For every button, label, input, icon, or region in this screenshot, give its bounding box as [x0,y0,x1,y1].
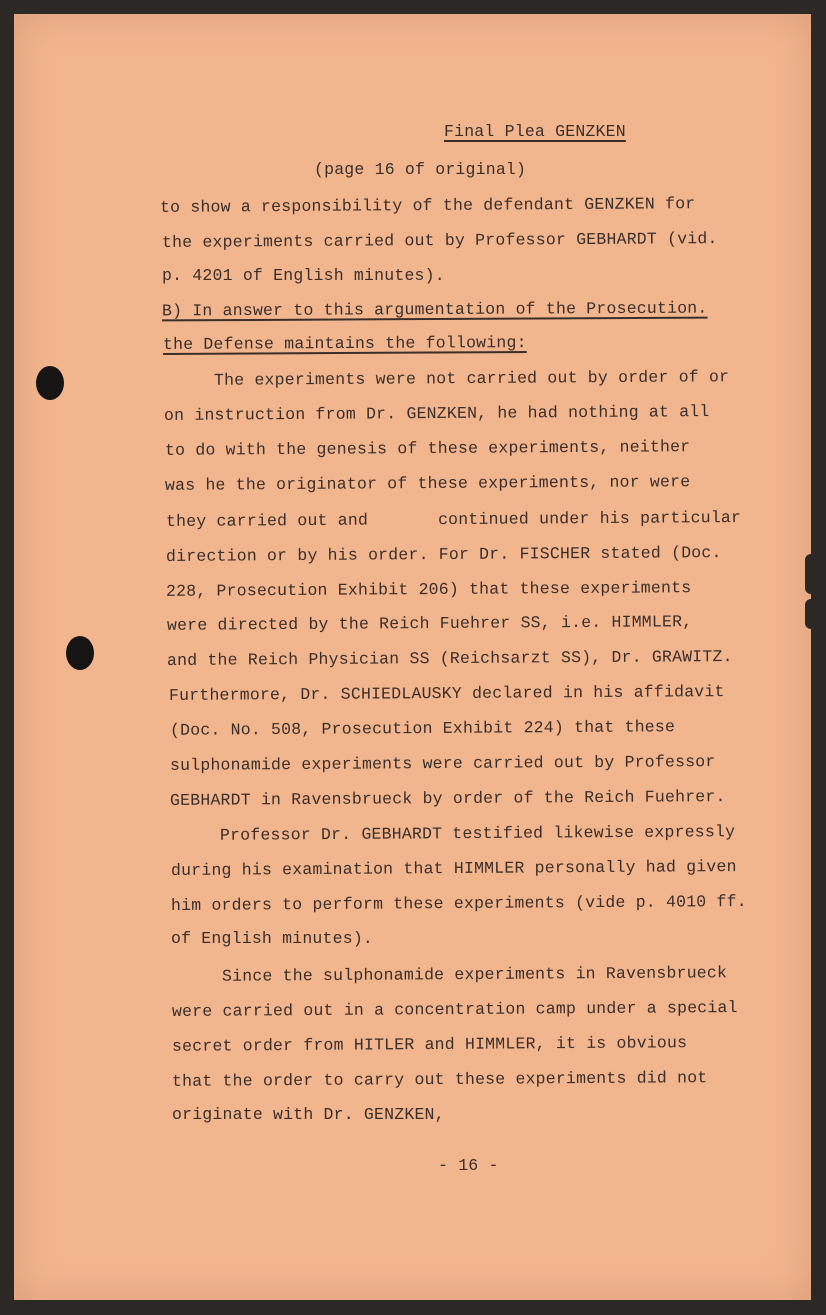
text-line: and the Reich Physician SS (Reichsarzt SS), Dr. GRAWITZ. [166,647,733,670]
text-line: the experiments carried out by Professor GEBHARDT (vid. [161,229,718,252]
section-heading: B) In answer to this argumentation of the Prosecution. [161,298,708,321]
text-line: were carried out in a concentration camp under a special [171,998,738,1021]
punch-hole-top [36,366,64,400]
text-line: secret order from HITLER and HIMMLER, it is obvious [171,1033,688,1056]
text-fragment: continued under his particular [437,507,742,530]
text-line: 228, Prosecution Exhibit 206) that these experiments [165,578,692,601]
text-line: p. 4201 of English minutes). [162,266,445,285]
torn-edge [805,599,817,629]
page-header: Final Plea GENZKEN [444,122,626,141]
text-line [166,508,741,531]
page-number: - 16 - [438,1156,499,1175]
text-line: sulphonamide experiments were carried out by Professor [169,752,716,775]
text-line: GEBHARDT in Ravensbrueck by order of the Reich Fuehrer. [169,787,726,810]
page-subheader: (page 16 of original) [314,160,527,179]
text-line: on instruction from Dr. GENZKEN, he had nothing at all [163,402,710,425]
text-line: to show a responsibility of the defendant GENZKEN for [159,194,696,217]
text-line: were directed by the Reich Fuehrer SS, i.e. HIMMLER, [166,612,693,635]
text-line: (Doc. No. 508, Prosecution Exhibit 224) that these [169,717,676,740]
punch-hole-bottom [66,636,94,670]
text-line: The experiments were not carried out by order of or [213,367,730,390]
section-heading: the Defense maintains the following: [162,333,527,354]
text-line: was he the originator of these experiments, nor were [164,472,691,495]
text-line: to do with the genesis of these experiments, neither [164,437,691,460]
text-line: direction or by his order. For Dr. FISCHER stated (Doc. [165,543,722,566]
text-line: him orders to perform these experiments (vide p. 4010 ff. [170,891,747,916]
text-line: Professor Dr. GEBHARDT testified likewise expressly [219,822,736,845]
text-line: during his examination that HIMMLER personally had given [170,857,737,880]
text-line: that the order to carry out these experiments did not [171,1068,708,1091]
text-line: originate with Dr. GENZKEN, [172,1105,445,1124]
text-line: of English minutes). [171,929,374,948]
document-page [14,14,811,1300]
torn-edge [805,554,817,594]
text-line: Furthermore, Dr. SCHIEDLAUSKY declared in his affidavit [168,682,725,705]
text-fragment: they carried out and [165,510,369,532]
text-line: Since the sulphonamide experiments in Ravensbrueck [221,963,728,986]
